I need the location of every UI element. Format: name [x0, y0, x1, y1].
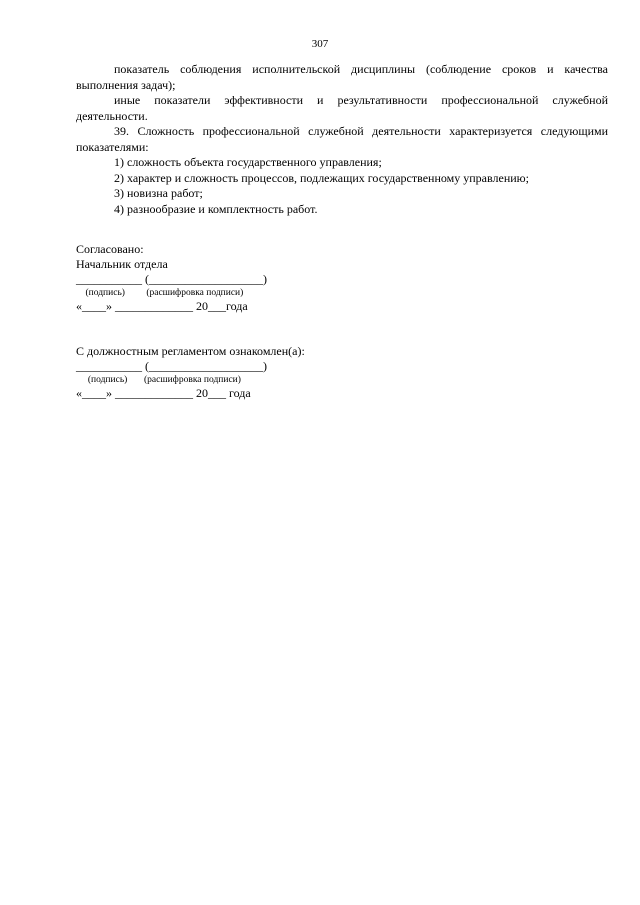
list-item-2: 2) характер и сложность процессов, подлежащих государственному управлению;	[114, 170, 529, 185]
paragraph-discipline: показатель соблюдения исполнительской дисциплины (соблюдение сроков и качества выполнения задач);	[76, 62, 608, 92]
approval-block	[76, 242, 267, 314]
page-number: 307	[311, 38, 329, 50]
acquaintance-block	[76, 344, 305, 401]
approval-date-line: «____» _____________ 20___года	[76, 299, 248, 313]
acquaintance-signature-caption: (подпись) (расшифровка подписи)	[76, 375, 241, 385]
paragraph-39-complexity: 39. Сложность профессиональной служебной деятельности характеризуется следующими показателями:	[76, 124, 608, 154]
approval-signature-line: ___________ (___________________)	[76, 272, 267, 286]
acquaintance-title: С должностным регламентом ознакомлен(а):	[76, 344, 305, 358]
approval-position: Начальник отдела	[76, 257, 168, 271]
list-item-3: 3) новизна работ;	[114, 186, 203, 200]
document-body	[76, 62, 608, 217]
approval-signature-caption: (подпись) (расшифровка подписи)	[76, 288, 244, 298]
list-item-4: 4) разнообразие и комплектность работ.	[114, 201, 318, 216]
approval-agreed-label: Согласовано:	[76, 242, 144, 256]
acquaintance-date-line: «____» _____________ 20___ года	[76, 386, 251, 400]
acquaintance-signature-line: ___________ (___________________)	[76, 359, 267, 373]
list-item-1: 1) сложность объекта государственного управления;	[114, 155, 382, 169]
paragraph-other-indicators: иные показатели эффективности и результативности профессиональной служебной деятельности.	[76, 93, 608, 123]
